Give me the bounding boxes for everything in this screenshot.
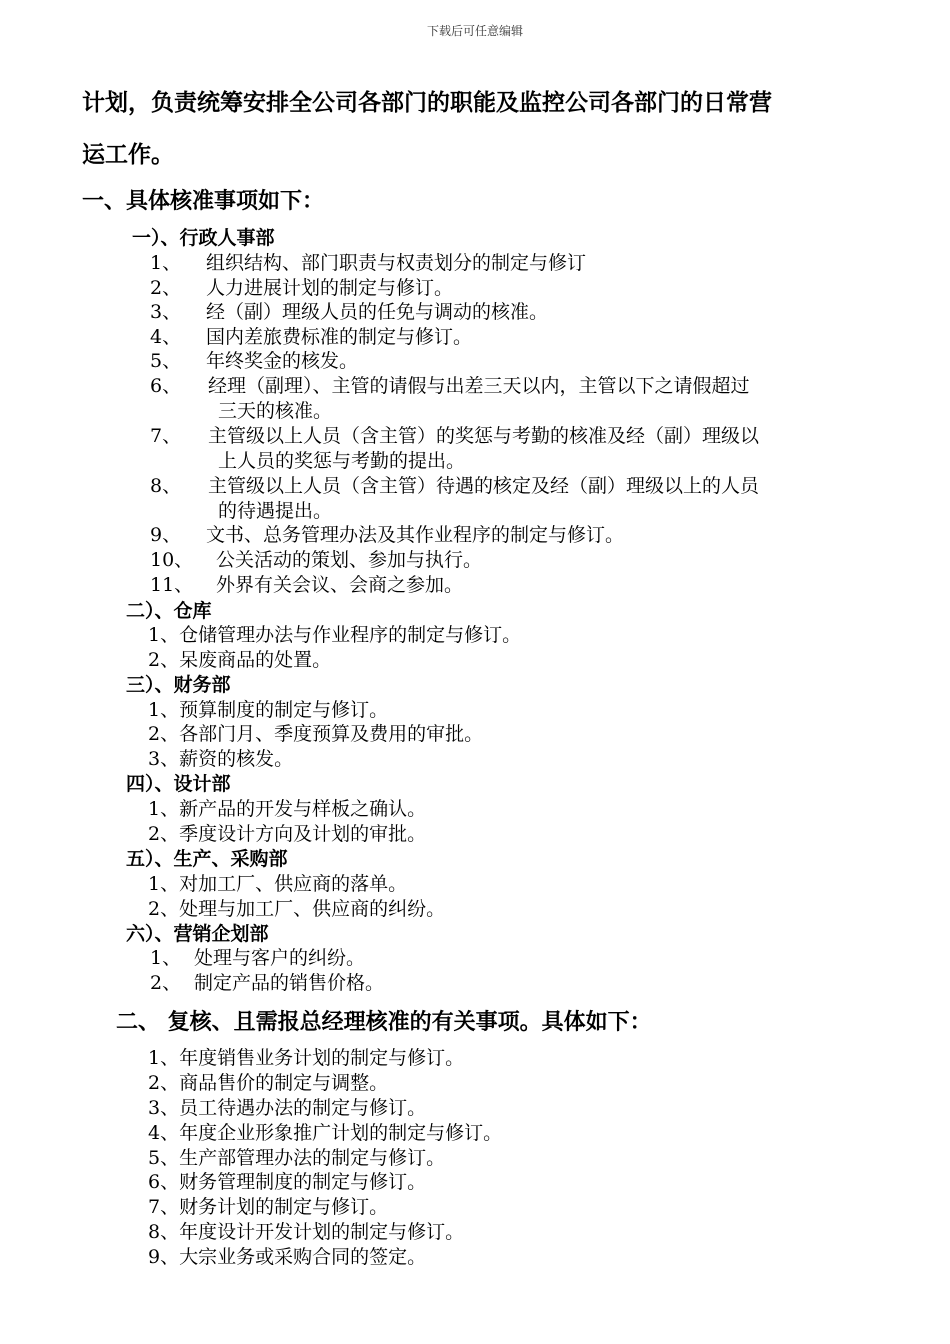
list-item: 5、生产部管理办法的制定与修订。	[148, 1147, 446, 1169]
item-text: 公关活动的策划、参加与执行。	[216, 549, 483, 571]
item-text: 人力进展计划的制定与修订。	[206, 277, 454, 299]
list-item: 1、新产品的开发与样板之确认。	[148, 798, 427, 820]
list-item: 7、财务计划的制定与修订。	[148, 1196, 389, 1218]
item-number: 8、	[150, 475, 182, 497]
list-item: 1、年度销售业务计划的制定与修订。	[148, 1047, 465, 1069]
list-item: 2、商品售价的制定与调整。	[148, 1072, 389, 1094]
intro-line-2: 运工作。	[82, 141, 174, 168]
list-item: 9、大宗业务或采购合同的签定。	[148, 1246, 427, 1268]
list-item: 6、财务管理制度的制定与修订。	[148, 1171, 427, 1193]
subsection-design-title: 四）、设计部	[126, 773, 231, 795]
item-text: 经理（副理）、主管的请假与出差三天以内，主管以下之请假超过	[208, 375, 750, 397]
item-number: 11、	[150, 574, 194, 596]
item-text: 年终奖金的核发。	[206, 350, 359, 372]
list-item: 1、对加工厂、供应商的落单。	[148, 873, 408, 895]
list-item: 3、员工待遇办法的制定与修订。	[148, 1097, 427, 1119]
list-item: 2、季度设计方向及计划的审批。	[148, 823, 427, 845]
item-number: 6、	[150, 375, 182, 397]
item-continuation: 上人员的奖惩与考勤的提出。	[218, 450, 466, 472]
item-number: 10、	[150, 549, 194, 571]
item-text: 国内差旅费标准的制定与修订。	[206, 326, 473, 348]
list-item: 2、各部门月、季度预算及费用的审批。	[148, 723, 484, 745]
section-2-heading: 二、 复核、且需报总经理核准的有关事项。具体如下：	[116, 1009, 652, 1035]
item-text: 制定产品的销售价格。	[194, 972, 385, 994]
list-item: 2、呆废商品的处置。	[148, 649, 332, 671]
section-1-heading: 一、具体核准事项如下：	[82, 188, 325, 214]
intro-line-1: 计划，负责统筹安排全公司各部门的职能及监控公司各部门的日常营	[82, 89, 772, 116]
list-item: 4、年度企业形象推广计划的制定与修订。	[148, 1122, 503, 1144]
subsection-production-title: 五）、生产、采购部	[126, 848, 288, 870]
item-number: 2、	[150, 972, 182, 994]
item-continuation: 三天的核准。	[218, 400, 333, 422]
page-header: 下载后可任意编辑	[426, 24, 523, 38]
item-continuation: 的待遇提出。	[218, 500, 333, 522]
list-item: 1、仓储管理办法与作业程序的制定与修订。	[148, 624, 522, 646]
item-number: 2、	[150, 277, 182, 299]
subsection-admin-hr-title: 一）、行政人事部	[132, 227, 275, 249]
subsection-marketing-title: 六）、营销企划部	[126, 923, 269, 945]
item-text: 经（副）理级人员的任免与调动的核准。	[206, 301, 549, 323]
item-number: 1、	[150, 252, 182, 274]
item-text: 外界有关会议、会商之参加。	[216, 574, 464, 596]
item-text: 文书、总务管理办法及其作业程序的制定与修订。	[206, 524, 625, 546]
item-number: 3、	[150, 301, 182, 323]
item-text: 处理与客户的纠纷。	[194, 947, 366, 969]
subsection-finance-title: 三）、财务部	[126, 674, 231, 696]
item-number: 7、	[150, 425, 182, 447]
subsection-warehouse-title: 二）、仓库	[126, 600, 212, 622]
item-text: 主管级以上人员（含主管）的奖惩与考勤的核准及经（副）理级以	[208, 425, 760, 447]
list-item: 3、薪资的核发。	[148, 748, 294, 770]
item-number: 5、	[150, 350, 182, 372]
item-text: 主管级以上人员（含主管）待遇的核定及经（副）理级以上的人员	[208, 475, 760, 497]
list-item: 8、年度设计开发计划的制定与修订。	[148, 1221, 465, 1243]
item-number: 1、	[150, 947, 182, 969]
item-number: 9、	[150, 524, 182, 546]
list-item: 2、处理与加工厂、供应商的纠纷。	[148, 898, 446, 920]
item-number: 4、	[150, 326, 182, 348]
item-text: 组织结构、部门职责与权责划分的制定与修订	[206, 252, 587, 274]
list-item: 1、预算制度的制定与修订。	[148, 699, 389, 721]
